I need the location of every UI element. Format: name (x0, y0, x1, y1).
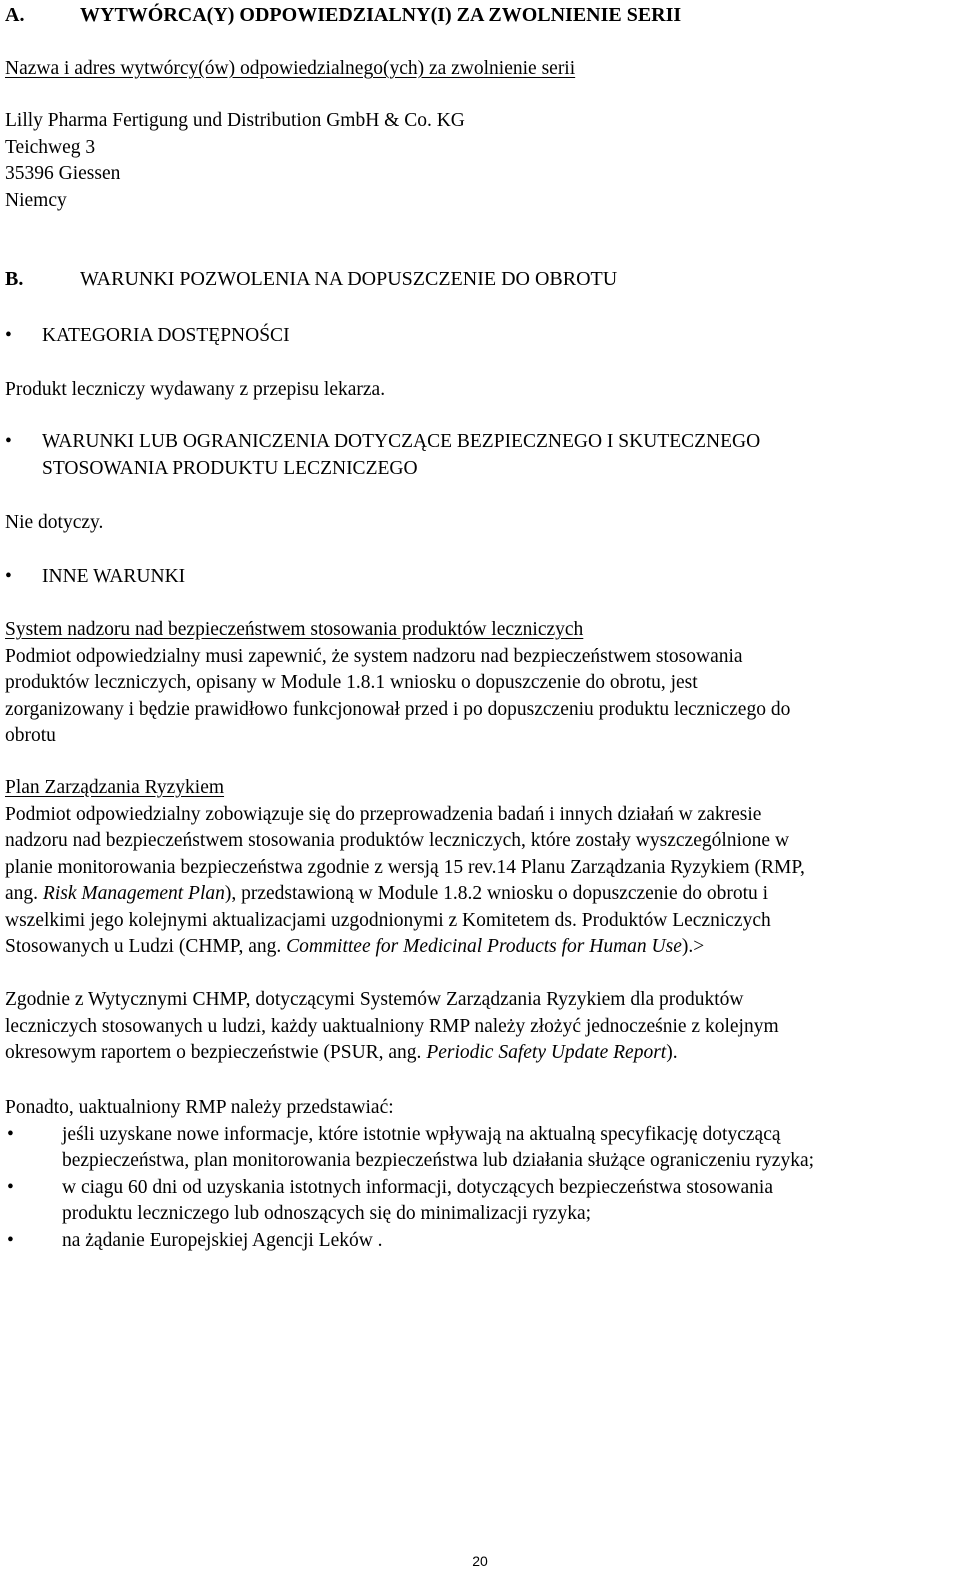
paragraph-line: planie monitorowania bezpieczeństwa zgodnie z wersją 15 rev.14 Planu Zarządzania Ryzykiem (RMP, (5, 856, 805, 878)
text-span: ). (666, 1042, 678, 1063)
paragraph-line: zorganizowany i będzie prawidłowo funkcjonował przed i po dopuszczeniu produktu leczniczego do (5, 698, 791, 720)
manufacturer-address (5, 108, 465, 214)
list-item (5, 1122, 814, 1175)
italic-term: Committee for Medicinal Products for Human Use (286, 936, 682, 957)
paragraph-line: wszelkimi jego kolejnymi aktualizacjami uzgodnionymi z Komitetem ds. Produktów Leczniczych (5, 909, 771, 931)
list-item-line: bezpieczeństwa, plan monitorowania bezpieczeństwa lub działania służące ograniczeniu ryzyka; (62, 1150, 815, 1171)
paragraph-line: obrotu (5, 725, 56, 746)
list-item (5, 1175, 814, 1228)
paragraph-line: Zgodnie z Wytycznymi CHMP, dotyczącymi Systemów Zarządzania Ryzykiem dla produktów (5, 989, 744, 1010)
list-item (5, 1228, 814, 1255)
conditions-heading (5, 429, 760, 482)
bullet-icon: • (5, 325, 12, 346)
paragraph-line: Podmiot odpowiedzialny musi zapewnić, że system nadzoru nad bezpieczeństwem stosowania (5, 645, 743, 667)
paragraph-line: nadzoru nad bezpieczeństwem stosowania produktów leczniczych, które zostały wyszczególnione w (5, 830, 790, 851)
updates-block (5, 1095, 814, 1254)
address-line: Teichweg 3 (5, 136, 96, 158)
paragraph-line: leczniczych stosowanych u ludzi, każdy uaktualniony RMP należy złożyć jednocześnie z kolejnym (5, 1015, 779, 1037)
section-b-heading (5, 266, 617, 293)
rmp-subheading: Plan Zarządzania Ryzykiem (5, 777, 225, 798)
section-b-title: WARUNKI POZWOLENIA NA DOPUSZCZENIE DO OBROTU (80, 268, 618, 290)
list-item-line: na żądanie Europejskiej Agencji Leków . (62, 1229, 383, 1251)
other-conditions-heading (5, 564, 185, 591)
text-span: ).> (681, 936, 705, 957)
bullet-icon: • (7, 1229, 14, 1251)
paragraph-line (5, 934, 805, 961)
conditions-heading-line: STOSOWANIA PRODUKTU LECZNICZEGO (42, 457, 418, 479)
pharmacovigilance-subheading: System nadzoru nad bezpieczeństwem stosowania produktów leczniczych (5, 619, 584, 640)
text-span: ), przedstawioną w Module 1.8.2 wniosku o dopuszczenie do obrotu i (224, 883, 769, 904)
list-item-line: produktu leczniczego lub odnoszących się do minimalizacji ryzyka; (62, 1203, 592, 1224)
bullet-icon: • (5, 566, 12, 587)
paragraph-line (5, 1040, 779, 1067)
list-item-text (62, 1228, 383, 1255)
italic-term: Periodic Safety Update Report (426, 1042, 667, 1063)
category-heading-text: KATEGORIA DOSTĘPNOŚCI (42, 325, 290, 346)
address-line: Lilly Pharma Fertigung und Distribution GmbH & Co. KG (5, 110, 465, 131)
text-span: Stosowanych u Ludzi (CHMP, ang. (5, 936, 287, 957)
page-number: 20 (472, 1553, 488, 1569)
text-span: ang. (5, 883, 43, 904)
paragraph-line: Podmiot odpowiedzialny zobowiązuje się do przeprowadzenia badań i innych działań w zakresie (5, 803, 762, 825)
section-a-title: WYTWÓRCA(Y) ODPOWIEDZIALNY(I) ZA ZWOLNIENIE SERII (80, 4, 682, 26)
chmp-block (5, 987, 779, 1067)
pharmacovigilance-block (5, 617, 790, 750)
list-item-text (62, 1175, 773, 1228)
list-item-line: w ciagu 60 dni od uzyskania istotnych informacji, dotyczących bezpieczeństwa stosowania (62, 1176, 773, 1198)
bullet-icon: • (5, 431, 12, 452)
conditions-heading-text (42, 429, 760, 482)
conditions-text: Nie dotyczy. (5, 512, 104, 533)
updates-intro: Ponadto, uaktualniony RMP należy przedstawiać: (5, 1097, 394, 1118)
paragraph-line (5, 881, 805, 908)
paragraph-line: produktów leczniczych, opisany w Module 1.8.1 wniosku o dopuszczenie do obrotu, jest (5, 672, 698, 693)
address-line: 35396 Giessen (5, 163, 121, 184)
section-a-label: A. (5, 4, 25, 26)
other-conditions-heading-text: INNE WARUNKI (42, 566, 186, 587)
rmp-block (5, 775, 805, 961)
conditions-heading-line: WARUNKI LUB OGRANICZENIA DOTYCZĄCE BEZPIECZNEGO I SKUTECZNEGO (42, 431, 761, 452)
italic-term: Risk Management Plan (42, 883, 225, 904)
list-item-line: jeśli uzyskane nowe informacje, które istotnie wpływają na aktualną specyfikację dotyczącą (62, 1123, 781, 1145)
section-a-heading (5, 2, 681, 29)
category-text: Produkt leczniczy wydawany z przepisu lekarza. (5, 379, 386, 400)
bullet-icon: • (7, 1123, 14, 1145)
manufacturer-subheading: Nazwa i adres wytwórcy(ów) odpowiedzialnego(ych) za zwolnienie serii (5, 58, 576, 79)
bullet-icon: • (7, 1176, 14, 1198)
address-line: Niemcy (5, 189, 67, 211)
list-item-text (62, 1122, 814, 1175)
category-heading (5, 323, 290, 350)
text-span: okresowym raportem o bezpieczeństwie (PSUR, ang. (5, 1042, 427, 1063)
section-b-label: B. (5, 268, 24, 290)
